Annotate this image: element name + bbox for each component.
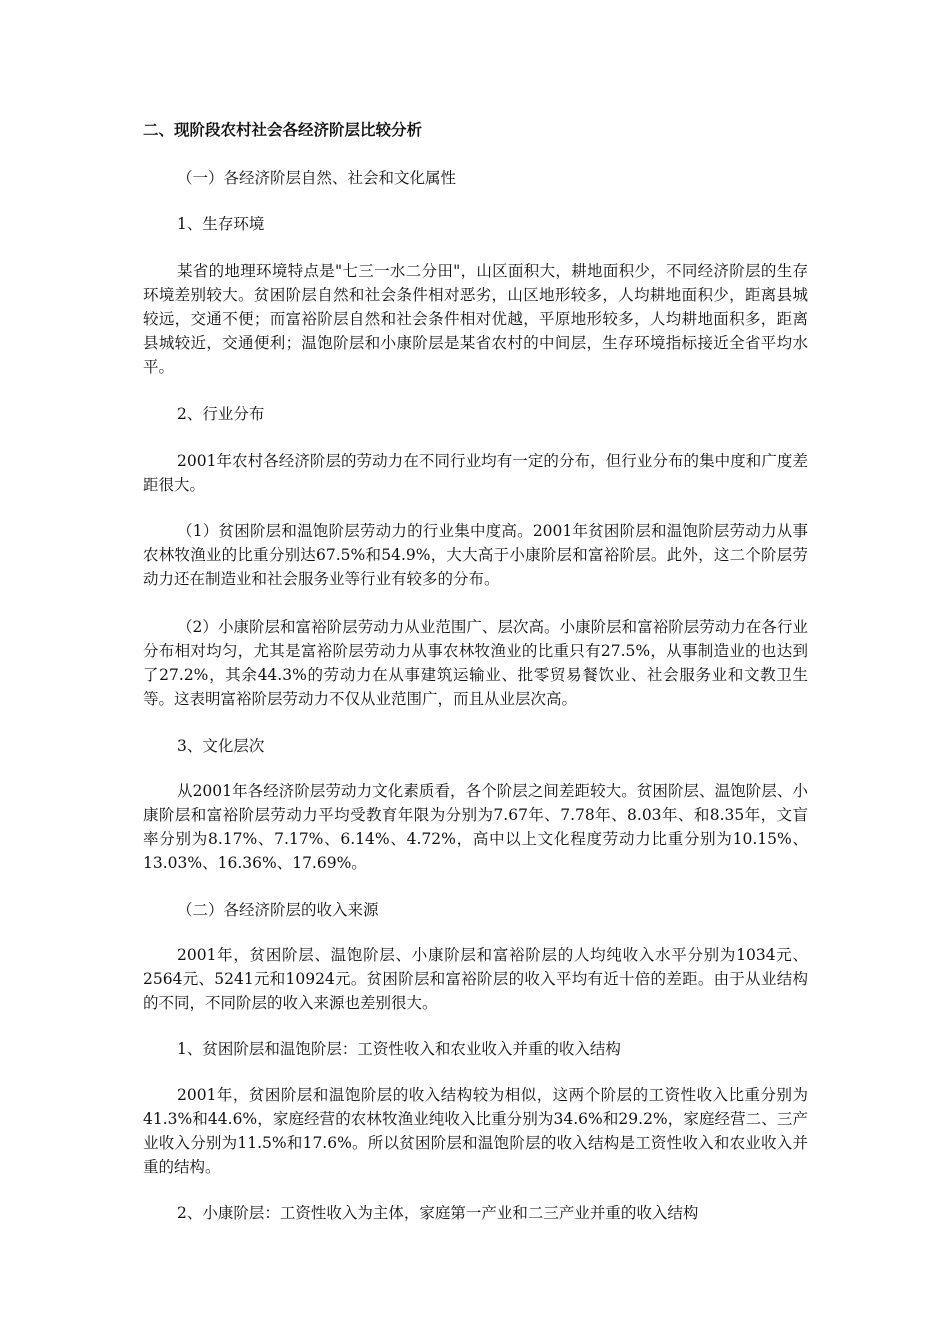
paragraph-living-environment: 某省的地理环境特点是"七三一水二分田"，山区面积大，耕地面积少，不同经济阶层的生存环境差别较大。贫困阶层自然和社会条件相对恶劣，山区地形较多，人均耕地面积少，距离县城较远，交通不便；而富裕阶层自然和社会条件相对优越，平原地形较多，人均耕地面积多，距离县城较近，交通便利；温饱阶层和小康阶层是某省农村的中间层，生存环境指标接近全省平均水平。	[143, 262, 808, 376]
heading-income-structure-1: 1、贫困阶层和温饱阶层：工资性收入和农业收入并重的收入结构	[177, 1040, 621, 1058]
paragraph-culture-level: 从2001年各经济阶层劳动力文化素质看，各个阶层之间差距较大。贫困阶层、温饱阶层、小康阶层和富裕阶层劳动力平均受教育年限为分别为7.67年、7.78年、8.03年、和8.35年，文盲率分别为8.17%、7.17%、6.14%、4.72%，高中以上文化程度劳动力比重分别为10.15%、13.03%、16.36%、17.69%。	[143, 782, 808, 872]
paragraph-industry-2: （2）小康阶层和富裕阶层劳动力从业范围广、层次高。小康阶层和富裕阶层劳动力在各行业分布相对均匀，尤其是富裕阶层劳动力从事农林牧渔业的比重只有27.5%，从事制造业的也达到了27.2%，其余44.3%的劳动力在从事建筑运输业、批零贸易餐饮业、社会服务业和文教卫生等。这表明富裕阶层劳动力不仅从业范围广，而且从业层次高。	[143, 618, 808, 708]
subsection-heading-1: （一）各经济阶层自然、社会和文化属性	[177, 169, 457, 187]
heading-income-structure-2: 2、小康阶层：工资性收入为主体，家庭第一产业和二三产业并重的收入结构	[177, 1204, 699, 1222]
heading-industry-distribution: 2、行业分布	[177, 405, 265, 423]
paragraph-income-sources: 2001年，贫困阶层、温饱阶层、小康阶层和富裕阶层的人均纯收入水平分别为1034元、2564元、5241元和10924元。贫困阶层和富裕阶层的收入平均有近十倍的差距。由于从业结构的不同，不同阶层的收入来源也差别很大。	[143, 946, 808, 1012]
paragraph-industry-intro: 2001年农村各经济阶层的劳动力在不同行业均有一定的分布，但行业分布的集中度和广度差距很大。	[143, 452, 808, 494]
main-heading: 二、现阶段农村社会各经济阶层比较分析	[143, 120, 423, 139]
heading-living-environment: 1、生存环境	[177, 215, 265, 233]
heading-culture-level: 3、文化层次	[177, 737, 265, 755]
paragraph-industry-1: （1）贫困阶层和温饱阶层劳动力的行业集中度高。2001年贫困阶层和温饱阶层劳动力从事农林牧渔业的比重分别达67.5%和54.9%，大大高于小康阶层和富裕阶层。此外，这二个阶层劳动力还在制造业和社会服务业等行业有较多的分布。	[143, 522, 808, 588]
subsection-heading-2: （二）各经济阶层的收入来源	[177, 901, 379, 919]
paragraph-income-structure-1: 2001年，贫困阶层和温饱阶层的收入结构较为相似，这两个阶层的工资性收入比重分别为41.3%和44.6%，家庭经营的农林牧渔业纯收入比重分别为34.6%和29.2%，家庭经营二、三产业收入分别为11.5%和17.6%。所以贫困阶层和温饱阶层的收入结构是工资性收入和农业收入并重的结构。	[143, 1086, 808, 1176]
